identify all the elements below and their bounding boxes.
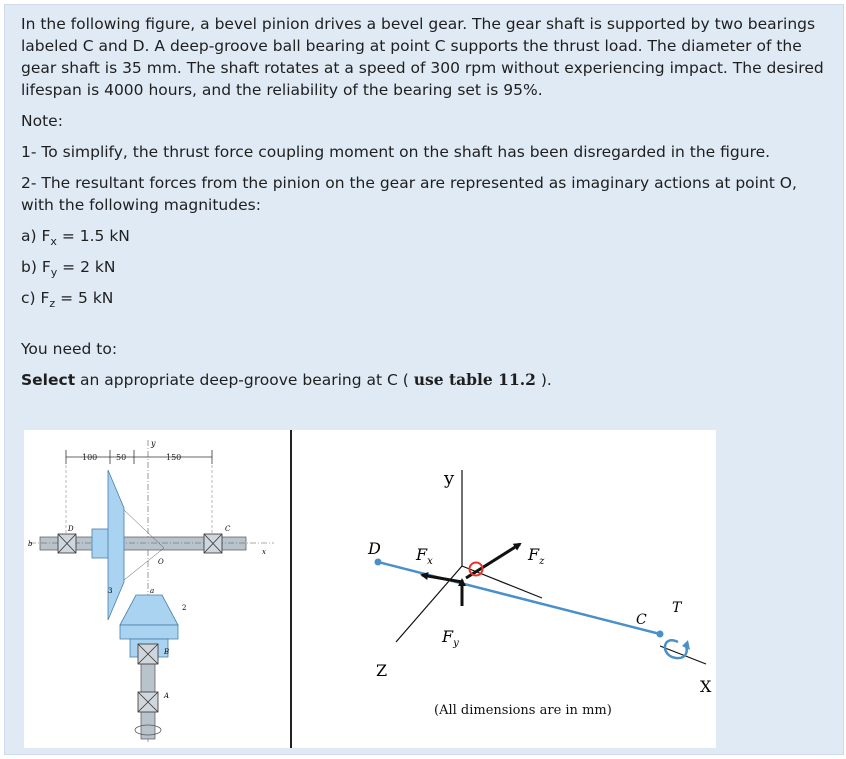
gear-assembly-drawing bbox=[24, 430, 288, 748]
label-C: C bbox=[636, 612, 647, 628]
you-need: You need to: bbox=[21, 340, 118, 358]
table-reference: use table 11.2 bbox=[413, 370, 536, 389]
label-D-left: D bbox=[68, 525, 74, 533]
label-b: b bbox=[28, 540, 33, 548]
label-Fz: $F_z$ bbox=[528, 545, 545, 567]
label-y-axis: y bbox=[444, 468, 455, 489]
figure-divider bbox=[290, 430, 292, 748]
label-a: a bbox=[150, 587, 155, 595]
label-x-axis: X bbox=[700, 677, 712, 696]
note-2: 2- The resultant forces from the pinion on the gear are represented as imaginary actions at point O, with the following magnitudes: bbox=[21, 174, 797, 214]
dim-150: 150 bbox=[166, 453, 182, 462]
intro-paragraph: In the following figure, a bevel pinion drives a bevel gear. The gear shaft is supported by two bearings labeled C and D. A deep-groove ball bearing at point C supports the thrust load. The diameter of the gear shaft is 35 mm. The shaft rotates at a speed of 300 rpm without experiencing impact. The desired lifespan is 4000 hours, and the reliability of the bearing set is 95%. bbox=[21, 15, 824, 99]
label-D: D bbox=[368, 539, 381, 558]
label-x-left: x bbox=[262, 548, 266, 556]
label-z-axis: Z bbox=[376, 661, 388, 680]
label-Fx: $F_x$ bbox=[416, 545, 433, 567]
force-diagram bbox=[296, 430, 716, 748]
dimensions-caption: (All dimensions are in mm) bbox=[434, 703, 612, 718]
note-1: 1- To simplify, the thrust force coupling moment on the shaft has been disregarded in the figure. bbox=[21, 143, 771, 161]
force-fz: c) $F_z = 5$ kN bbox=[21, 289, 114, 310]
force-fy: b) $F_y = 2$ kN bbox=[21, 258, 116, 279]
dim-100: 100 bbox=[82, 453, 98, 462]
task-line: Select an appropriate deep-groove bearing at C ( use table 11.2 ). bbox=[21, 370, 552, 389]
label-T: T bbox=[672, 600, 682, 616]
label-A: A bbox=[164, 692, 170, 700]
note-title: Note: bbox=[21, 112, 63, 130]
label-Fy: $F_y$ bbox=[442, 627, 459, 649]
force-fx: a) $F_x = 1.5$ kN bbox=[21, 227, 130, 248]
label-2: 2 bbox=[182, 604, 187, 612]
problem-text bbox=[21, 13, 829, 391]
dim-50: 50 bbox=[116, 453, 127, 462]
label-C-left: C bbox=[225, 525, 231, 533]
label-B: B bbox=[164, 648, 170, 656]
figure-panel bbox=[24, 430, 716, 748]
label-O-left: O bbox=[158, 558, 164, 566]
label-y-left: y bbox=[151, 439, 156, 448]
label-3: 3 bbox=[108, 587, 113, 595]
